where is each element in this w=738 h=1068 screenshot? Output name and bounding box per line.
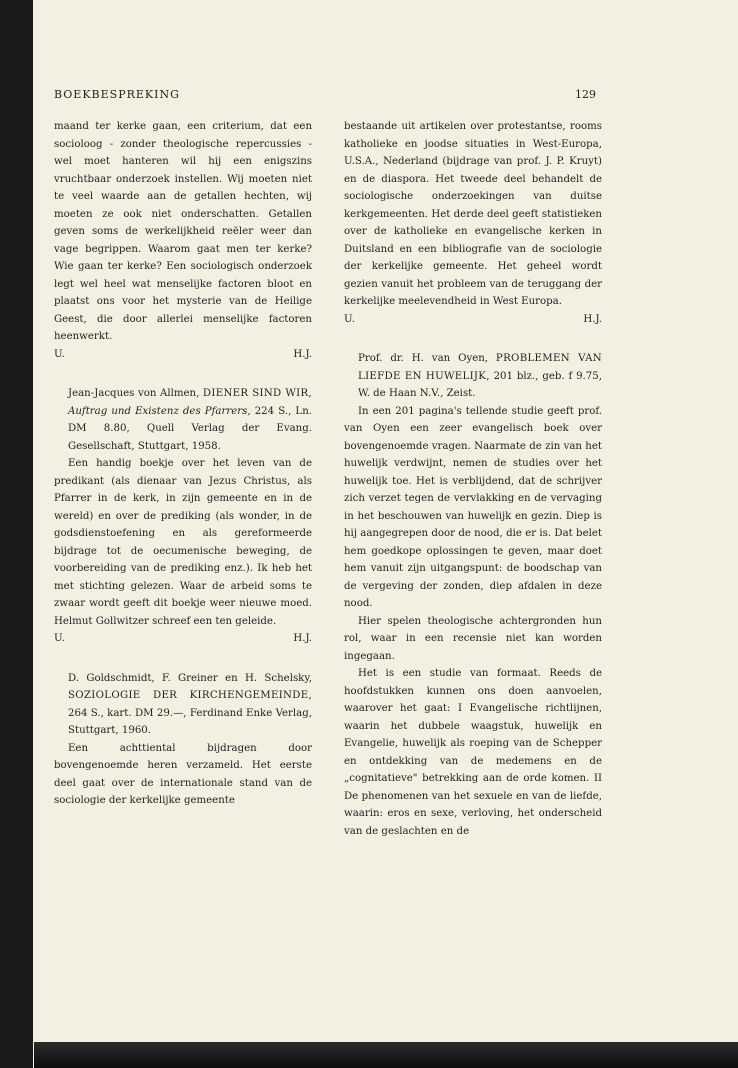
signature-left: U. (344, 313, 355, 325)
intro-paragraph: maand ter kerke gaan, een criterium, dat een socioloog - zonder theologische repercussies - wel moet hanteren wil hij een enigszins vruchtbaar onderzoek instellen. Wij moeten niet te veel waarde aan de getallen hechten, wij moeten ze ook niet onderschatten. Getallen geven soms de werkelijkheid reëler weer dan vage begrippen. Waarom gaat men ter kerke? Wie gaan ter kerke? Een sociologisch onderzoek legt wel heel wat menselijke factoren bloot en plaatst ons voor het mysterie van de Heilige Geest, die door allerlei menselijke factoren heenwerkt. (54, 121, 312, 342)
signature-left: U. (54, 633, 65, 644)
review-paragraph: Een achttiental bijdragen door bovengenoemde heren verzameld. Het eerste deel gaat over de internationale stand van de sociologie der kerkelijke gemeente (54, 742, 312, 806)
book-details: 264 S., kart. DM 29.—, Ferdinand Enke Verlag, Stuttgart, 1960. (68, 707, 312, 736)
signature (54, 346, 312, 364)
right-column (344, 118, 602, 840)
review-paragraph: Het is een studie van formaat. Reeds de hoofdstukken kunnen ons doen aanvoelen, waarover het gaat: I Evangelische richtlijnen, waarin het dubbele waagstuk, huwelijk en Evangelie, huwelijk als roeping van de Schepper en ontdekking van de medemens en de „cognitatieve" betrekking aan de orde komen. II De phenomenen van het sexuele en van de liefde, waarin: eros en sexe, verloving, het onderscheid van de geslachten en de (344, 668, 602, 837)
book-author: Prof. dr. H. van Oyen, (358, 353, 496, 364)
review-paragraph: In een 201 pagina's tellende studie geeft prof. van Oyen een zeer evangelisch boek over bovengenoemde vragen. Naarmate de zin van het huwelijk verdwijnt, nemen de studies over het huwelijk toe. Het is verblijdend, dat de schrijver zich verzet tegen de vervlakking en de vervaging in het beschouwen van huwelijk en gezin. Diep is hij aangegrepen door de nood, die er is. Dat belet hem goedkope oplossingen te geven, maar doet hem vanuit zijn uitgangspunt: de boodschap van de vergeving der zonden, diep afdalen in deze nood. (344, 405, 602, 609)
running-header (54, 88, 596, 101)
left-column (54, 118, 312, 810)
book-details: 224 S., Ln. DM 8.80, Quell Verlag der Evang. Gesellschaft, Stuttgart, 1958. (68, 405, 312, 452)
header-title: BOEKBESPREKING (54, 88, 180, 101)
book-title: PROBLEMEN VAN LIEFDE EN HUWELIJK, (358, 353, 602, 382)
book-title: DIENER SIND WIR, (202, 388, 313, 399)
book-citation (54, 385, 312, 455)
book-author: Jean-Jacques von Allmen, (68, 388, 203, 399)
review-paragraph: Hier spelen theologische achtergronden hun rol, waar in een recensie niet kan worden ingegaan. (344, 615, 602, 662)
book-citation (344, 350, 602, 403)
signature-right: H.J. (583, 313, 602, 325)
book-citation (54, 670, 312, 740)
page-number: 129 (575, 88, 596, 101)
book-details: 201 blz., geb. f 9.75, W. de Haan N.V., Zeist. (358, 370, 602, 399)
signature (54, 630, 312, 648)
book-title: SOZIOLOGIE DER KIRCHENGEMEINDE, (68, 690, 312, 701)
book-author: D. Goldschmidt, F. Greiner en H. Schelsky, (68, 672, 312, 684)
signature-right: H.J. (293, 633, 312, 644)
signature-left: U. (54, 348, 65, 360)
signature (344, 311, 602, 329)
continuation-paragraph: bestaande uit artikelen over protestantse, rooms katholieke en joodse situaties in West-Europa, U.S.A., Nederland (bijdrage van prof. J. P. Kruyt) en de diaspora. Het tweede deel behandelt de sociologische onderzoekingen van duitse kerkgemeenten. Het derde deel geeft statistieken over de katholieke en evangelische kerken in Duitsland en een bibliografie van de sociologie der kerkelijke gemeente. Het geheel wordt gezien vanuit het probleem van de teruggang der kerkelijke meelevendheid in West Europa. (344, 121, 602, 307)
signature-right: H.J. (293, 348, 312, 360)
book-subtitle: Auftrag und Existenz des Pfarrers, (68, 405, 251, 417)
review-paragraph: Een handig boekje over het leven van de predikant (als dienaar van Jezus Christus, als Pfarrer in de kerk, in zijn gemeente en in de wereld) en over de prediking (als wonder, in de godsdienstoefening en als gereformeerde bijdrage tot de oecumenische beweging, de voorbereiding van de prediking enz.). Ik heb het met stichting gelezen. Waar de arbeid soms te zwaar wordt geeft dit boekje weer nieuwe moed. Helmut Gollwitzer schreef een ten geleide. (54, 458, 312, 627)
scan-edge-shadow (34, 1042, 738, 1068)
